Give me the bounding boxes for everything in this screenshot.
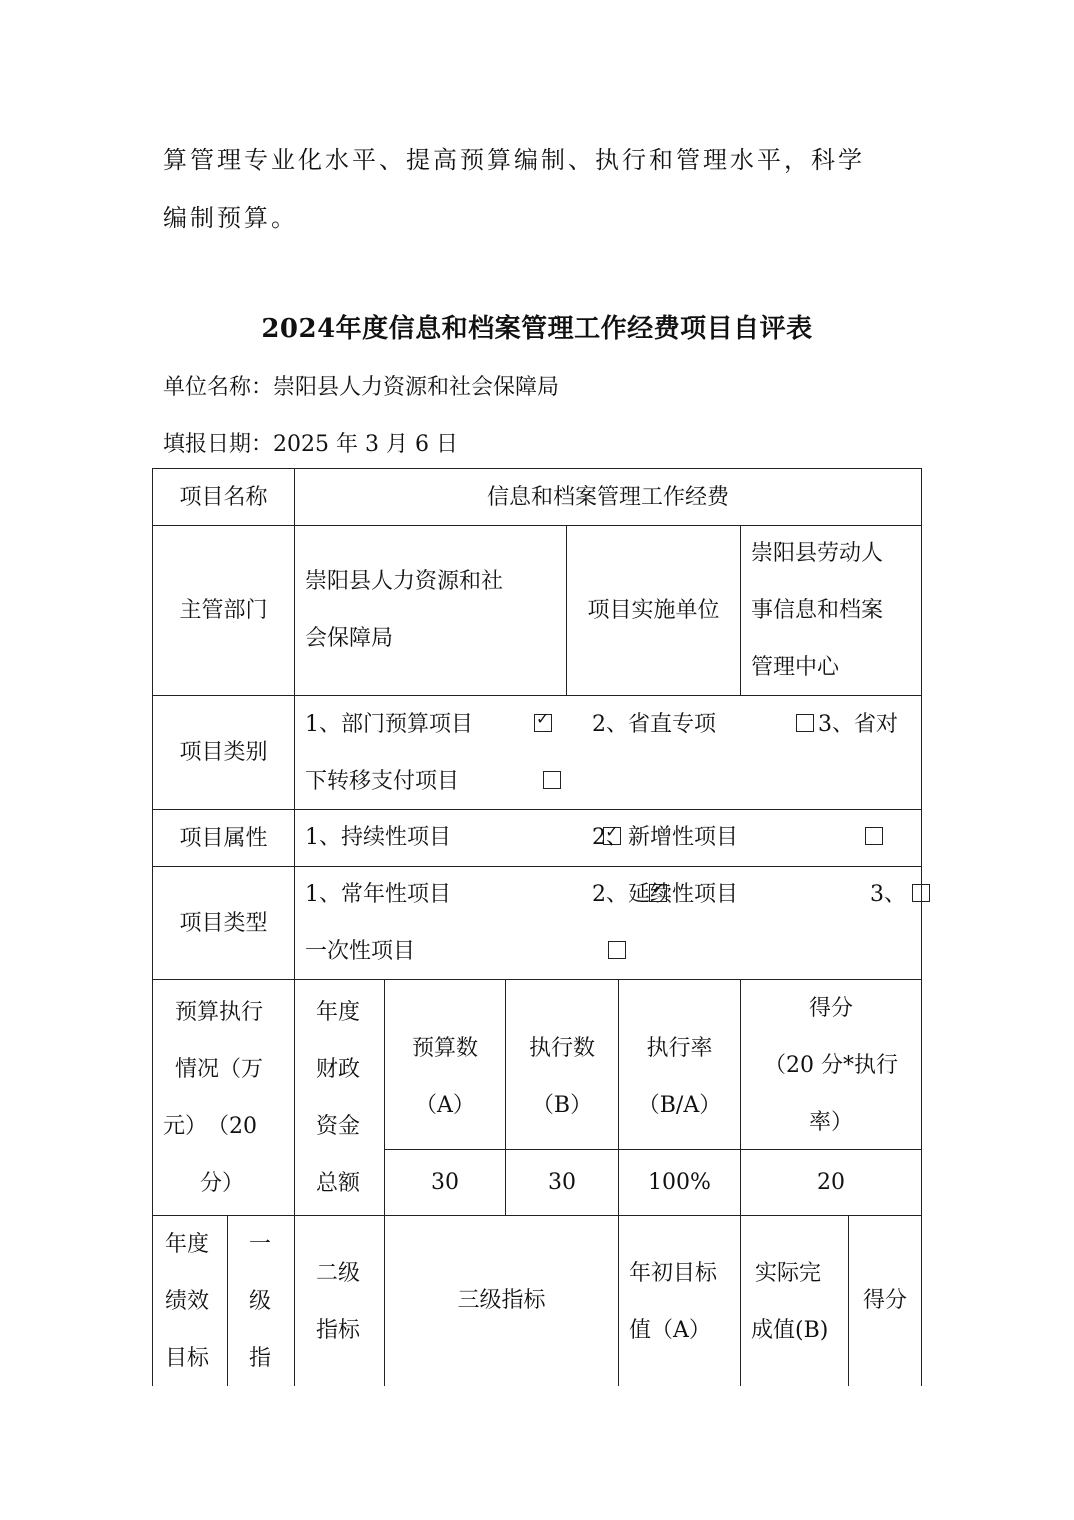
type-option-3b: 一次性项目 (305, 939, 416, 964)
impl-value-line1: 崇阳县劳动人 (751, 541, 884, 566)
intro-line-2: 编制预算。 (163, 204, 298, 232)
points-label: 得分 (862, 1287, 907, 1313)
dept-value-line2: 会保障局 (305, 626, 394, 651)
intro-line-1: 算管理专业化水平、提高预算编制、执行和管理水平，科学 (163, 146, 865, 174)
budget-label-line1: 预算执行 (175, 1000, 264, 1025)
actual-label-line2: 成值(B) (751, 1318, 829, 1343)
category-checkbox-3[interactable] (543, 771, 561, 789)
rate-label-line1: 执行率 (646, 1036, 713, 1061)
goal-label-line3: 目标 (165, 1346, 210, 1371)
attribute-option-2: 2、新增性项目 (592, 825, 738, 850)
level1-label-line1: 一 (249, 1232, 272, 1257)
type-option-2: 2、延续性项目 (592, 882, 738, 907)
attribute-label: 项目属性 (179, 825, 268, 851)
budget-label-line4: 分） (200, 1171, 245, 1196)
category-option-3a: 3、省对 (818, 712, 898, 737)
dept-label: 主管部门 (179, 598, 268, 623)
level2-label-line2: 指标 (316, 1318, 361, 1343)
rate-value: 100% (648, 1170, 711, 1195)
budget-label-line3: 元） （20 (163, 1114, 257, 1139)
exec-b-label-line1: 执行数 (528, 1036, 595, 1061)
attribute-option-1: 1、持续性项目 (305, 825, 451, 850)
budget-a-value: 30 (431, 1170, 459, 1195)
fund-label-line3: 资金 (316, 1114, 361, 1139)
impl-value-line2: 事信息和档案 (751, 598, 884, 623)
exec-b-value: 30 (548, 1170, 576, 1195)
unit-name: 单位名称：崇阳县人力资源和社会保障局 (163, 375, 560, 400)
rate-label-line2: （B/A） (637, 1093, 722, 1118)
goal-label-line1: 年度 (165, 1232, 210, 1257)
goal-label-line2: 绩效 (165, 1289, 210, 1314)
category-label: 项目类别 (179, 740, 268, 765)
type-option-3a: 3、 (870, 882, 906, 907)
budget-label-line2: 情况（万 (175, 1057, 264, 1082)
level1-label-line2: 级 (249, 1289, 272, 1314)
budget-a-label-line1: 预算数 (411, 1036, 478, 1061)
fund-label-line1: 年度 (316, 1000, 361, 1025)
category-checkbox-1[interactable] (534, 714, 552, 732)
level1-label-line3: 指 (249, 1346, 272, 1371)
budget-a-label-line2: （A） (415, 1093, 475, 1118)
score-value: 20 (817, 1170, 845, 1195)
score-label-line2: （20 分*执行 (764, 1053, 898, 1078)
impl-value-line3: 管理中心 (751, 655, 840, 680)
score-label-line1: 得分 (808, 996, 853, 1021)
fund-label-line2: 财政 (316, 1057, 361, 1082)
target-label-line2: 值（A） (629, 1318, 711, 1343)
type-checkbox-2[interactable] (912, 884, 930, 902)
actual-label-line1: 实际完 (755, 1261, 822, 1286)
type-option-1: 1、常年性项目 (305, 882, 451, 907)
report-date: 填报日期：2025 年 3 月 6 日 (163, 432, 458, 457)
project-name-value: 信息和档案管理工作经费 (486, 484, 729, 510)
exec-b-label-line2: （B） (531, 1093, 593, 1118)
type-label: 项目类型 (179, 910, 268, 936)
type-checkbox-3[interactable] (608, 941, 626, 959)
score-label-line3: 率） (808, 1110, 853, 1135)
attribute-checkbox-2[interactable] (865, 827, 883, 845)
target-label-line1: 年初目标 (629, 1261, 718, 1286)
level2-label-line1: 二级 (316, 1261, 361, 1286)
impl-label: 项目实施单位 (587, 598, 720, 623)
category-option-3b: 下转移支付项目 (305, 769, 460, 794)
dept-value-line1: 崇阳县人力资源和社 (305, 569, 504, 594)
project-name-label: 项目名称 (179, 484, 268, 510)
level3-label: 三级指标 (457, 1287, 546, 1313)
page-title: 2024年度信息和档案管理工作经费项目自评表 (261, 314, 813, 344)
fund-label-line4: 总额 (316, 1171, 361, 1196)
category-option-2: 2、省直专项 (592, 712, 716, 737)
category-option-1: 1、部门预算项目 (305, 712, 473, 737)
category-checkbox-2[interactable] (796, 714, 814, 732)
